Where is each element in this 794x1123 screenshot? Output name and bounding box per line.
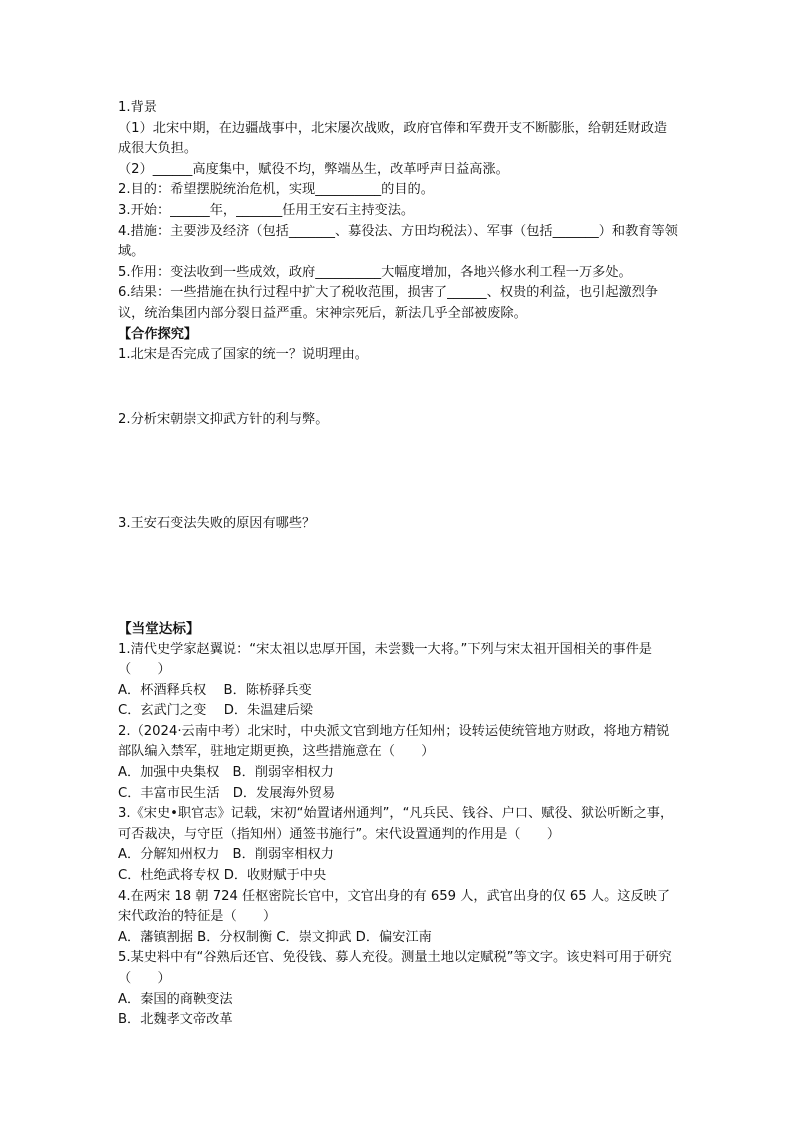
practice-question-2-stem: 2.（2024·云南中考）北宋时，中央派文官到地方任知州；设转运使统管地方财政，将地方精锐部队编入禁军，驻地定期更换，这些措施意在（ ） xyxy=(118,723,670,760)
practice-question-4-stem: 4.在两宋 18 朝 724 任枢密院长官中，文官出身的有 659 人，武官出身的仅 65 人。这反映了宋代政治的特征是（ ） xyxy=(118,888,671,925)
background-heading: 1.背景 xyxy=(118,100,157,115)
practice-question-1-options-row-2: C．玄武门之变 D．朱温建后梁 xyxy=(118,703,313,719)
start-line: 3.开始：______年，_______任用王安石主持变法。 xyxy=(118,202,415,218)
cooperation-question-1: 1.北宋是否完成了国家的统一？说明理由。 xyxy=(118,347,368,363)
practice-question-3-options-row-1: A．分解知州权力 B．削弱宰相权力 xyxy=(118,847,334,863)
practice-question-3-options-row-2: C．杜绝武将专权 D．收财赋于中央 xyxy=(118,868,327,884)
background-point-2: （2）______高度集中，赋役不均，弊端丛生，改革呼声日益高涨。 xyxy=(118,161,509,177)
cooperation-question-2: 2.分析宋朝崇文抑武方针的利与弊。 xyxy=(118,411,329,427)
practice-question-1-stem: 1.清代史学家赵翼说：“宋太祖以忠厚开国，未尝戮一大将。”下列与宋太祖开国相关的事件是（ ） xyxy=(118,641,652,678)
answer-space[interactable] xyxy=(118,430,678,514)
cooperation-question-3: 3.王安石变法失败的原因有哪些？ xyxy=(118,516,316,532)
practice-question-5-option-a: A．秦国的商鞅变法 xyxy=(118,991,233,1007)
cooperation-heading: 【合作探究】 xyxy=(118,326,198,342)
practice-question-5-stem: 5.某史料中有“谷熟后还官、免役钱、募人充役。测量土地以定赋税”等文字。该史料可用于研究（ ） xyxy=(118,950,672,986)
purpose-line: 2.目的：希望摆脱统治危机，实现__________的目的。 xyxy=(118,182,434,198)
practice-question-4-options: A．藩镇割据 B．分权制衡 C．崇文抑武 D．偏安江南 xyxy=(118,929,432,945)
practice-question-2-options-row-1: A．加强中央集权 B．削弱宰相权力 xyxy=(118,765,334,781)
practice-question-1-options-row-1: A．杯酒释兵权 B．陈桥驿兵变 xyxy=(118,682,312,698)
document-page xyxy=(118,98,678,1031)
answer-space[interactable] xyxy=(118,366,678,410)
effect-line: 5.作用：变法收到一些成效，政府__________大幅度增加，各地兴修水利工程一万多处。 xyxy=(118,264,632,280)
practice-question-5-option-b: B．北魏孝文帝改革 xyxy=(118,1012,233,1028)
result-line: 6.结果：一些措施在执行过程中扩大了税收范围，损害了______、权贵的利益，也引起激烈争议，统治集团内部分裂日益严重。宋神宗死后，新法几乎全部被废除。 xyxy=(118,285,659,321)
practice-heading: 【当堂达标】 xyxy=(118,620,200,637)
measures-line: 4.措施：主要涉及经济（包括_______、募役法、方田均税法）、军事（包括_______）和教育等领域。 xyxy=(118,223,678,260)
practice-question-2-options-row-2: C．丰富市民生活 D．发展海外贸易 xyxy=(118,785,336,801)
background-point-1: （1）北宋中期，在边疆战事中，北宋屡次战败，政府官俸和军费开支不断膨胀，给朝廷财政造成很大负担。 xyxy=(118,120,668,157)
practice-question-3-stem: 3.《宋史•职官志》记载，宋初“始置诸州通判”，“凡兵民、钱谷、户口、赋役、狱讼听断之事，可否裁决，与守臣（指知州）通签书施行”。宋代设置通判的作用是（ ） xyxy=(118,806,674,842)
answer-space[interactable] xyxy=(118,535,678,619)
